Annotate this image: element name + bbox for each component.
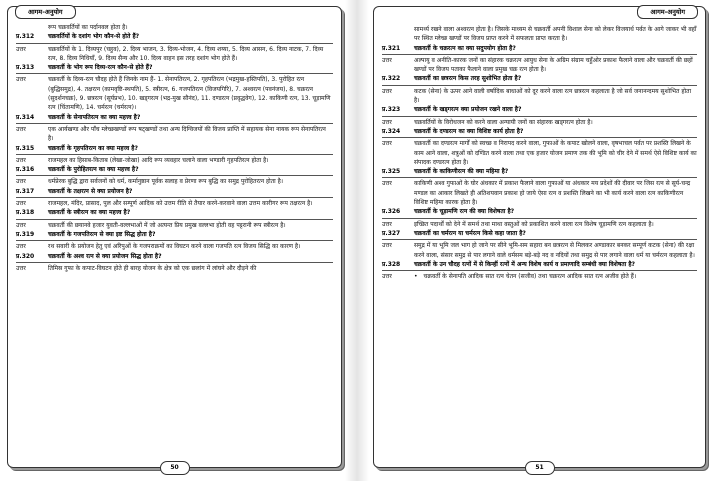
answer-label: उत्तर	[16, 243, 26, 251]
answer	[382, 118, 697, 127]
answer-label: उत्तर	[382, 56, 392, 64]
qa-item	[16, 230, 333, 252]
qa-item	[382, 260, 697, 282]
answer	[16, 264, 333, 273]
qa-item	[382, 229, 697, 260]
question-text: चक्रवर्ती के उन चौदह रत्नों में से किन्हीं रत्नों में अन्य विशेष कार्य व प्रमाणादि सम्बंधी क्या विशेषता है?	[414, 260, 636, 268]
page-content	[16, 23, 333, 273]
answer	[16, 242, 333, 251]
question-number: प्र.317	[16, 187, 35, 195]
question	[382, 207, 697, 216]
page-header-tab: आगम-अनुयोग	[15, 5, 76, 19]
qa-item	[382, 127, 697, 167]
qa-item	[16, 187, 333, 209]
answer	[382, 220, 697, 229]
question-text: चक्रवर्ती का चर्मरत्न या चर्मरत्न किसे कहा जाता है?	[414, 229, 526, 237]
qa-item	[382, 74, 697, 105]
question	[382, 167, 697, 176]
answer-label: उत्तर	[382, 180, 392, 188]
question	[16, 187, 333, 196]
answer-label: उत्तर	[16, 45, 26, 53]
question-text: चक्रवर्ती के भोग रूप दिव्य-रत्न कौन-से होते हैं?	[48, 64, 153, 72]
question-number: प्र.320	[16, 252, 35, 260]
divider-line	[382, 137, 697, 138]
divider-line	[382, 239, 697, 240]
qa-item	[16, 32, 333, 63]
answer	[16, 199, 333, 208]
divider-line	[382, 218, 697, 219]
right-page	[373, 6, 706, 471]
continued-text: रूप चक्रवर्तियों का पर्दानवल होता है।	[48, 24, 128, 31]
question	[16, 113, 333, 122]
question-text: चक्रवर्ती के चूड़ामणि रत्न की क्या विशेषता है?	[414, 208, 515, 216]
question-number: प्र.325	[382, 168, 401, 176]
answer-label: उत्तर	[382, 220, 392, 228]
answer-text: चक्रवर्तियों के विरोधजन को करने वाला अन्यायी जनों का संहारक खड्गरत्न होता है।	[414, 118, 593, 126]
question	[16, 252, 333, 261]
question-number: प्र.319	[16, 230, 35, 238]
question-text: चक्रवर्ती के पुरोहितरत्न का क्या महत्त्व है?	[48, 166, 139, 174]
question-number: प्र.315	[16, 144, 35, 152]
answer-label: उत्तर	[382, 87, 392, 95]
question	[16, 63, 333, 72]
qa-list	[382, 44, 697, 282]
continued-text: सामर्थ्य रखने वाला अश्वरत्न होता है। जिसके माध्यम से चक्रवर्ती अपनी विशाल सेना को लेकर विजयार्ध पर्वत के आगे जाकर भी वहाँ पर स्थित म्लेच्छ खण्डों पर विजय प्राप्त करने में सफलता प्राप्त करता है।	[414, 26, 697, 43]
page-content	[382, 25, 697, 281]
qa-item	[16, 63, 333, 112]
question	[16, 144, 333, 153]
page-number: 51	[525, 461, 555, 475]
divider-line	[382, 85, 697, 86]
answer	[382, 272, 697, 281]
question-text: चक्रवर्ती के अश्व रत्न से क्या प्रयोजन सिद्ध होता है?	[48, 252, 162, 260]
answer-label: उत्तर	[382, 273, 392, 281]
answer-text: एक आर्यखण्ड और पाँच म्लेच्छखण्डों रूप षट्खण्डों तथा अन्य दिग्विजयों की विजय प्राप्ति में सहायक सेना नायक रूप सेनापतिरत्न है।	[48, 125, 326, 143]
answer	[382, 179, 697, 207]
divider-line	[16, 175, 333, 176]
answer-text: काकिणी अश्व गुफाओं के घोर अंधकार में प्रकाश फैलाने वाला गुफाओं या अंधकार मय प्रदेशों की दीवार पर जिस रत्न से सूर्य-चन्द्र मण्डल का आकार लिखते ही अतिशयवान प्रकाश हो जाये ऐसा रत्न व प्रशस्ति लिखने का भी कार्य करने वाला रत्न काकिणीरत्न विशिष्ट महिमा कारक होता है।	[414, 180, 691, 207]
answer-text: कटक (सेना) के ऊपर आने वाली वर्षादिक बाधाओं को दूर करने वाला रत्न छत्ररत्न कहलाता है जो सर्व जनानन्दमय सुशोभित होता है।	[414, 87, 692, 105]
answer-label: उत्तर	[16, 156, 26, 164]
answer-text: चक्रवर्ती के दिव्य-रत्न चौदह होते हैं जिनके नाम हैं- 1. सेनापतिरत्न, 2. गृहपतिरत्न (भद्रमुख-हस्तिपति), 3. पुरोहित रत्न (बुद्धिसमुद्र), 4. तक्षरत्न (कामवृष्टि-स्थपति), 5. स्त्रीरत्न, 6. गजपतिरत्न (विजयगिरि), 7. अश्वरत्न (पवनंजय), 8. चक्ररत्न (सुदर्शनचक्र), 9. छत्ररत्न (सूर्यप्रभ), 10. खड्गरत्न (भद्र-मुख सौनंद), 11. दण्डरत्न (प्रवृद्धवेग), 12. काकिणी रत्न, 13. चूड़ामणि रत्न (चिंतामणि), 14. चर्मरत्न (चर्मरत्न)।	[48, 76, 331, 112]
answer-text: समुद्र में या भूमि जल भाग हो जाने पर सीने भूमि-सम सहारा बन छत्ररत्न से मिलकर अण्डाकार बनकर सम्पूर्ण कटक (सेना) की रक्षा करने वाला, संसार समुद्र से पार लगाने वाले धर्मसम बड़े-बड़े नद व नदियों तथा समुद्र से पार लगाने वाला धर्म या चर्मरत्न कहलाता है।	[414, 242, 695, 259]
qa-item	[16, 208, 333, 230]
answer-text: चक्रवर्तियों के 1. दिव्यपुर (चहुव), 2. दिव्य भाजन, 3. दिव्य-भोजन, 4. दिव्य शय्या, 5. दिव्य आसन, 6. दिव्य नाटक, 7. दिव्य रत्न, 8. दिव्य निधियाँ, 9. दिव्य सैन्य और 10. दिव्य वाहन इस तरह दशांग भोग होते हैं।	[48, 45, 324, 62]
question	[16, 230, 333, 239]
book-gutter	[345, 0, 369, 481]
answer	[382, 56, 697, 75]
divider-line	[16, 73, 333, 74]
answer-text: धर्मप्रेरक बुद्धि द्वारा सर्वजनों को धर्म, कर्मानुष्ठान पूर्वक सलाह व प्रेरणा रूप बुद्धि का समुद्र पुरोहितरत्न होता है।	[48, 178, 284, 186]
answer-label: उत्तर	[16, 200, 26, 208]
question-text: चक्रवर्ती के खड्गरत्न क्या प्रयोजन रखने वाला है?	[414, 106, 522, 114]
answer	[16, 45, 333, 64]
question-number: प्र.328	[382, 260, 401, 268]
answer-label: उत्तर	[16, 125, 26, 133]
question-number: प्र.327	[382, 229, 401, 237]
answer	[16, 75, 333, 112]
answer	[382, 139, 697, 167]
question-text: चक्रवर्ती के सेनापतिरत्न का क्या महत्त्व है?	[48, 113, 141, 121]
question	[382, 229, 697, 238]
question-number: प्र.312	[16, 33, 35, 41]
question-number: प्र.326	[382, 208, 401, 216]
question	[16, 208, 333, 217]
answer-label: उत्तर	[382, 242, 392, 250]
question	[382, 105, 697, 114]
question-text: चक्रवर्ती के गजपतिरत्न से क्या इष्ट सिद्ध होता है?	[48, 230, 156, 238]
qa-item	[16, 252, 333, 274]
answer-label: उत्तर	[16, 264, 26, 272]
answer-text: अल्पायु व अनीति-कारक जनों का संहारक चक्ररत्न आयुध सेना के अग्रिम संग्राम चहुँओर प्रकाश फैलाने वाला और चक्रवर्ती की छहों खण्डों पर विजय पताका फैलाने वाला प्रमुख चक्र रत्न होता है।	[414, 56, 693, 74]
answer	[16, 156, 333, 165]
question-number: प्र.324	[382, 127, 401, 135]
question-text: चक्रवर्ती के गृहपतिरत्न का क्या महत्त्व है?	[48, 144, 138, 152]
qa-item	[382, 105, 697, 127]
divider-line	[382, 116, 697, 117]
question-text: चक्रवर्ती के तक्षरत्न से क्या प्रयोजन है?	[48, 187, 133, 195]
question-number: प्र.316	[16, 166, 35, 174]
question	[16, 165, 333, 174]
answer-label: उत्तर	[382, 140, 392, 148]
question-number: प्र.314	[16, 113, 35, 121]
answer-text: राजमहल का हिसाब-किताब (लेखा-जोखा) आदि रूप व्यवहार चलाने वाला भण्डारी गृहपतिरत्न होता है।	[48, 156, 269, 164]
answer	[382, 241, 697, 260]
answer-text: रथ सवारी के प्रयोजन हेतु एवं अरिपुओं के गजपराक्रमों का विघटन करने वाला गजपति रत्न विजय सिद्धि का कारण है।	[48, 243, 301, 251]
qa-item	[382, 207, 697, 229]
question-text: चक्रवर्ती के स्त्रीरत्न का क्या महत्त्व है?	[48, 209, 131, 217]
question-text: चक्रवर्ती का छत्ररत्न किस तरह सुशोभित होता है?	[414, 75, 522, 83]
question-number: प्र.321	[382, 44, 401, 52]
answer-text: चक्रवर्ती के सेनापति आदिक सात रत्न चेतन (सजीव) तथा चक्ररत्न आदिक सात रत्न अजीव होते हैं।	[423, 273, 637, 281]
divider-line	[16, 240, 333, 241]
question-number: प्र.313	[16, 64, 35, 72]
left-page	[7, 6, 342, 471]
answer-text: तिमिस्र गुफा के कपाट-विघटन होते ही बारह योजन के क्षेत्र को एक छलांग में लांघने और दौड़ने की	[48, 264, 257, 272]
page-header-tab: आगम-अनुयोग	[637, 5, 698, 19]
qa-list	[16, 32, 333, 273]
divider-line	[382, 270, 697, 271]
bullet-icon: •	[414, 273, 418, 281]
divider-line	[16, 262, 333, 263]
answer	[16, 177, 333, 186]
qa-item	[16, 113, 333, 144]
divider-line	[382, 177, 697, 178]
answer-text: राजमहल, मंदिर, प्रासाद, पुल और सम्पूर्ण आदिक को उत्तम रीति से तैयार करने-करवाने वाला उत्तम कारीगर रूप तक्षरत्न है।	[48, 200, 313, 208]
divider-line	[382, 54, 697, 55]
question-number: प्र.318	[16, 209, 35, 217]
qa-item	[382, 44, 697, 75]
question-number: प्र.322	[382, 75, 401, 83]
divider-line	[16, 123, 333, 124]
divider-line	[16, 197, 333, 198]
question	[16, 32, 333, 41]
question	[382, 260, 697, 269]
answer-label: उत्तर	[16, 76, 26, 84]
divider-line	[16, 154, 333, 155]
answer-label: उत्तर	[16, 221, 26, 229]
answer	[16, 125, 333, 144]
answer-text: चक्रवर्ती की छयानवे हजार युवती-वल्लभाओं में जो अत्यन्त प्रिय प्रमुख वल्लभा होती वह पट्टरानी रूप स्त्रीरत्न है।	[48, 221, 286, 229]
divider-line	[16, 43, 333, 44]
qa-item	[16, 165, 333, 187]
answer-label: उत्तर	[382, 118, 392, 126]
question	[382, 127, 697, 136]
qa-item	[382, 167, 697, 207]
question-text: चक्रवर्तियों के दशांग भोग कौन-से होते हैं?	[48, 33, 140, 41]
page-number: 50	[160, 461, 190, 475]
divider-line	[16, 219, 333, 220]
question	[382, 74, 697, 83]
question-text: चक्रवर्ती के चक्ररत्न का क्या सदुपयोग होता है?	[414, 44, 516, 52]
answer-text: चक्रवर्ती का दण्डरत्न मार्गों को स्वच्छ व निरापद करने वाला, गुफाओं के कपाट खोलने वाला, वृषभाचल पर्वत पर प्रशस्ति लिखने के काम आने वाला, शत्रुओं को दण्डित करने वाला तथा एक हजार योजन प्रमाण तक की भूमि को चीर देने में समर्थ ऐसे विशिष्ट कार्य का संपादक दण्डरत्न होता है।	[414, 140, 697, 166]
answer	[16, 221, 333, 230]
question-text: चक्रवर्ती के दण्डरत्न का क्या विशिष्ट कार्य होता है?	[414, 127, 524, 135]
qa-item	[16, 144, 333, 166]
question-number: प्र.323	[382, 106, 401, 114]
answer	[382, 87, 697, 106]
question	[382, 44, 697, 53]
answer-label: उत्तर	[16, 178, 26, 186]
answer-text: इच्छित पदार्थों को देने में समर्थ तथा माथा वस्तुओं को प्रकाशित करने वाला रत्न विशेष चूड़ामणि रत्न कहलाता है।	[414, 220, 654, 228]
question-text: चक्रवर्ती के काकिणीरत्न की क्या महिमा है?	[414, 168, 509, 176]
